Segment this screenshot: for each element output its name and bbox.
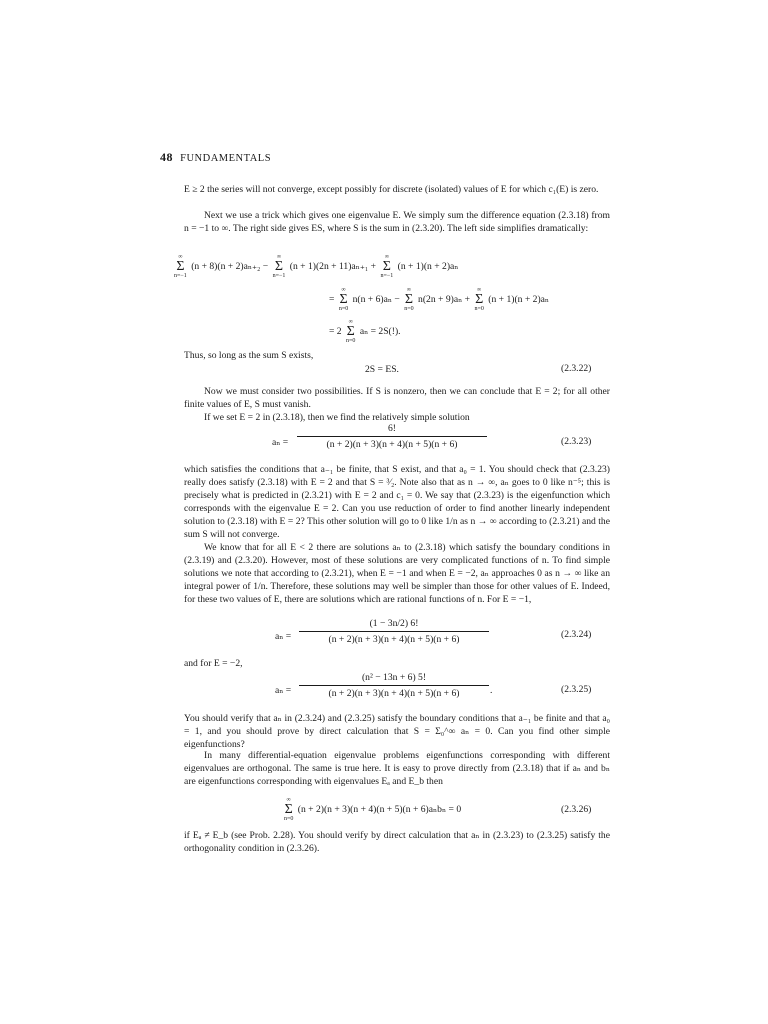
paragraph-1: E ≥ 2 the series will not converge, except possibly for discrete (isolated) values of E for which c₁(E) is zero. xyxy=(184,184,599,195)
sum-symbol: ∞ Σ n=−1 xyxy=(380,254,394,279)
paragraph-4: Now we must consider two possibilities. If S is nonzero, then we can conclude that E = 2; for all other finite values of E, S must vanish. xyxy=(184,386,610,410)
fraction-bar xyxy=(299,631,489,632)
fraction-denominator: (n + 2)(n + 3)(n + 4)(n + 5)(n + 6) xyxy=(328,688,460,699)
summation-line-1 xyxy=(172,254,458,280)
equation-2-3-22: 2S = ES. xyxy=(365,364,399,375)
fraction-numerator: (1 − 3n/2) 6! xyxy=(369,618,419,629)
running-header xyxy=(160,150,271,165)
equation-lhs: aₙ = xyxy=(272,437,289,448)
equation-lhs: aₙ = xyxy=(275,631,292,642)
equation-number-2-3-23: (2.3.23) xyxy=(561,436,592,447)
page-number: 48 xyxy=(160,150,173,164)
equation-number-2-3-24: (2.3.24) xyxy=(561,629,592,640)
fraction-2-3-23 xyxy=(297,422,487,451)
sum-symbol: ∞ Σ n=0 xyxy=(338,287,349,312)
fraction-denominator: (n + 2)(n + 3)(n + 4)(n + 5)(n + 6) xyxy=(328,634,460,645)
equation-period: . xyxy=(490,685,493,696)
paragraph-11: if Eₐ ≠ E_b (see Prob. 2.28). You should verify by direct calculation that aₙ in (2.3.23) to (2.3.25) satisfy the orthogonality condition in (2.3.26). xyxy=(184,830,610,854)
equation-number-2-3-25: (2.3.25) xyxy=(561,684,592,695)
paragraph-5: If we set E = 2 in (2.3.18), then we find the relatively simple solution xyxy=(204,412,470,423)
sum-term: (n + 1)(n + 2)aₙ xyxy=(397,261,459,273)
summation-line-2 xyxy=(329,287,549,313)
fraction-bar xyxy=(297,436,487,437)
sum-term: (n + 1)(n + 2)aₙ xyxy=(488,294,550,306)
equation-number-2-3-26: (2.3.26) xyxy=(561,804,592,815)
fraction-2-3-24 xyxy=(299,617,489,646)
fraction-numerator: (n² − 13n + 6) 5! xyxy=(361,672,427,683)
summation-line-3 xyxy=(329,319,401,345)
sum-symbol: ∞ Σ n=−1 xyxy=(174,254,187,279)
sum-symbol: ∞ Σ n=0 xyxy=(284,797,294,822)
sum-symbol: ∞ Σ n=0 xyxy=(404,287,414,312)
section-title: FUNDAMENTALS xyxy=(180,153,272,164)
equals-sign: = xyxy=(329,294,335,306)
paragraph-6: which satisfies the conditions that a₋₁ be finite, that S exist, and that a₀ = 1. You should check that (2.3.23) really does satisfy (2.3.18) with E = 2 and that S = ³⁄₂. Note also that as n → ∞, aₙ goes to 0 like n⁻⁵; this is precisely what is predicted in (2.3.21) with E = 2 and c₁ = 0. We say that (2.3.23) is the eigenfunction which corresponds with the eigenvalue E = 2. Can you use reduction of order to find another linearly independent solution to (2.3.18) with E = 2? This other solution will go to 0 like 1/n as n → ∞ according to (2.3.21) and the sum S will not converge. xyxy=(184,464,610,540)
sum-term: n(2n + 9)aₙ + xyxy=(418,294,471,306)
sum-term: (n + 1)(2n + 11)aₙ₊₁ + xyxy=(289,261,377,273)
sum-term: n(n + 6)aₙ − xyxy=(352,294,400,306)
fraction-numerator: 6! xyxy=(388,423,396,434)
paragraph-9: You should verify that aₙ in (2.3.24) and (2.3.25) satisfy the boundary conditions that a₋₁ be finite and that a₀ = 1, and you should prove by direct calculation that S = Σ₀^∞ aₙ = 0. Can you find other simple eigenfunctions? xyxy=(184,713,610,750)
sum-term: (n + 2)(n + 3)(n + 4)(n + 5)(n + 6)aₙbₙ = 0 xyxy=(297,804,462,816)
fraction-denominator: (n + 2)(n + 3)(n + 4)(n + 5)(n + 6) xyxy=(326,439,458,450)
paragraph-10: In many differential-equation eigenvalue problems eigenfunctions corresponding with different eigenvalues are orthogonal. The same is true here. It is easy to prove directly from (2.3.18) that if aₙ and bₙ are eigenfunctions corresponding with eigenvalues Eₐ and E_b then xyxy=(184,750,610,787)
paragraph-8: and for E = −2, xyxy=(184,658,243,669)
equals-two: = 2 xyxy=(329,326,342,338)
sum-symbol: ∞ Σ n=0 xyxy=(346,319,356,344)
fraction-bar xyxy=(299,685,489,686)
equation-2-3-26 xyxy=(282,797,461,823)
paragraph-3: Thus, so long as the sum S exists, xyxy=(184,350,314,361)
sum-symbol: ∞ Σ n=0 xyxy=(474,287,484,312)
fraction-2-3-25 xyxy=(299,671,489,700)
paragraph-2: Next we use a trick which gives one eigenvalue E. We simply sum the difference equation (2.3.18) from n = −1 to ∞. The right side gives ES, where S is the sum in (2.3.20). The left side simplifies dramatically: xyxy=(184,210,610,234)
equation-lhs: aₙ = xyxy=(275,685,292,696)
paragraph-7: We know that for all E < 2 there are solutions aₙ to (2.3.18) which satisfy the boundary conditions in (2.3.19) and (2.3.20). However, most of these solutions are very complicated functions of n. To find simple solutions we note that according to (2.3.21), when E = −1 and when E = −2, aₙ approaches 0 as n → ∞ like an integral power of 1/n. Therefore, these solutions may well be simpler than those for other values of E. Indeed, for these two values of E, there are solutions which are rational functions of n. For E = −1, xyxy=(184,542,610,605)
sum-term: (n + 8)(n + 2)aₙ₊₂ − xyxy=(191,261,269,273)
equation-number-2-3-22: (2.3.22) xyxy=(561,363,592,374)
sum-term: aₙ = 2S(!). xyxy=(359,326,401,338)
sum-symbol: ∞ Σ n=−1 xyxy=(272,254,286,279)
